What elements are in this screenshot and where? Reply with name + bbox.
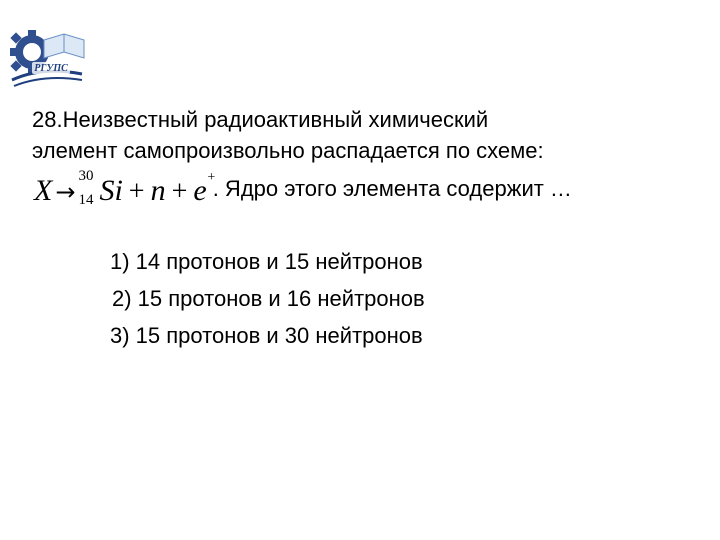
- gear-book-logo-icon: [2, 22, 88, 94]
- silicon-nuclide-numbers: [77, 170, 99, 210]
- question-line-2: элемент самопроизвольно распадается по схеме:: [32, 138, 544, 163]
- plus-sign: +: [128, 176, 145, 207]
- mass-number: 30: [78, 168, 94, 184]
- question-line-1: 28.Неизвестный радиоактивный химический: [32, 107, 489, 132]
- answer-option-1[interactable]: 1) 14 протонов и 15 нейтронов: [110, 249, 423, 274]
- positron-charge: +: [207, 170, 216, 185]
- neutron-symbol: n: [150, 174, 166, 207]
- svg-text:РГУПС: РГУПС: [34, 63, 68, 74]
- question-line-3: . Ядро этого элемента содержит …: [212, 176, 572, 201]
- positron-symbol: [193, 170, 216, 208]
- atomic-number: 14: [78, 192, 94, 208]
- decay-formula-line: [34, 170, 572, 210]
- plus-sign: +: [171, 176, 188, 207]
- unknown-element-symbol: X: [34, 174, 53, 207]
- answer-option-3[interactable]: 3) 15 протонов и 30 нейтронов: [110, 323, 423, 348]
- silicon-symbol: Si: [99, 174, 123, 207]
- question-text: [32, 104, 692, 166]
- positron-letter: e: [193, 174, 207, 207]
- university-logo: [2, 22, 88, 94]
- answer-option-2[interactable]: 2) 15 протонов и 16 нейтронов: [112, 286, 425, 311]
- reaction-arrow: →: [55, 178, 76, 206]
